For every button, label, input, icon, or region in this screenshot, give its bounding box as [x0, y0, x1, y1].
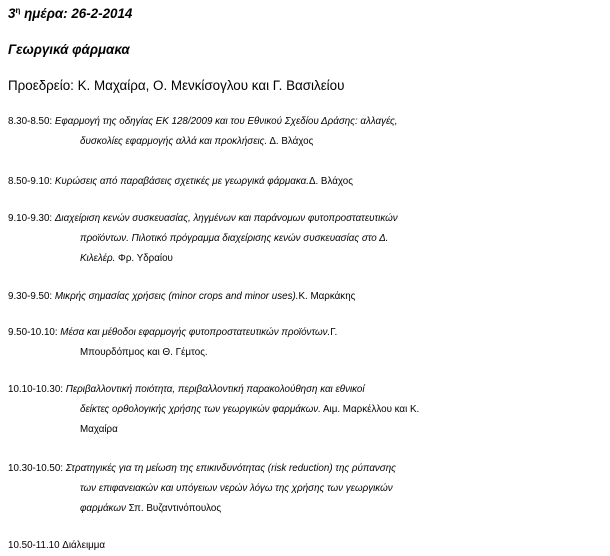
- program-entry: [8, 172, 596, 192]
- entry-speaker: Δ. Βλάχος: [267, 136, 314, 147]
- section-title: Γεωργικά φάρμακα: [8, 42, 130, 57]
- entry-title: Εφαρμογή της οδηγίας ΕΚ 128/2009 και του Εθνικού Σχεδίου Δράσης: αλλαγές,: [54, 116, 398, 127]
- entry-speaker: Φρ. Υδραίου: [115, 253, 173, 264]
- entry-title: Στρατηγικές για τη μείωση της επικινδυνότητας (risk reduction) της ρύπανσης: [65, 463, 396, 474]
- entry-speaker: Κ. Μαρκάκης: [298, 291, 356, 302]
- entry-time: 9.30-9.50:: [8, 291, 55, 302]
- entry-speaker: Μαχαίρα: [80, 424, 118, 435]
- entry-time: 10.30-10.50:: [8, 463, 66, 474]
- entry-speaker: Δ. Βλάχος: [308, 176, 353, 187]
- break-label: Διάλειμμα: [62, 540, 106, 551]
- program-entry: [8, 112, 596, 152]
- entry-title: φαρμάκων: [80, 503, 126, 514]
- entry-title: Διαχείριση κενών συσκευασίας, ληγμένων και παράνομων φυτοπροστατευτικών: [54, 213, 398, 224]
- entry-title: των επιφανειακών και υπόγειων νερών λόγω της χρήσης των γεωργικών: [80, 483, 393, 494]
- entry-time: 9.50-10.10:: [8, 327, 61, 338]
- entry-title: Κυρώσεις από παραβάσεις σχετικές με γεωργικά φάρμακα.: [54, 176, 309, 187]
- entry-title: Περιβαλλοντική ποιότητα, περιβαλλοντική παρακολούθηση και εθνικοί: [65, 384, 365, 395]
- entry-speaker: Γ.: [330, 327, 338, 338]
- entry-time: 8.50-9.10:: [8, 176, 55, 187]
- entry-time: 8.30-8.50:: [8, 116, 55, 127]
- entry-speaker: Σπ. Βυζαντινόπουλος: [125, 503, 222, 514]
- chairs-line: Προεδρείο: Κ. Μαχαίρα, Ο. Μενκίσογλου και Γ. Βασιλείου: [8, 78, 345, 93]
- break-entry: [8, 536, 596, 556]
- program-entry: [8, 287, 596, 307]
- entry-title: δυσκολίες εφαρμογής αλλά και προκλήσεις.: [80, 136, 268, 147]
- entry-title: Μέσα και μέθοδοι εφαρμογής φυτοπροστατευτικών προϊόντων.: [60, 327, 331, 338]
- entry-time: 9.10-9.30:: [8, 213, 55, 224]
- break-time: 10.50-11.10: [8, 540, 63, 551]
- day-heading: $3^\eta$ ημέρα: 26-2-2014: [8, 6, 133, 21]
- entry-title: Κιλελέρ.: [80, 253, 116, 264]
- program-entry: [8, 459, 596, 519]
- entry-speaker: Αιμ. Μαρκέλλου και Κ.: [320, 404, 420, 415]
- entry-title: Μικρής σημασίας χρήσεις (minor crops and minor uses).: [54, 291, 299, 302]
- entry-title: δείκτες ορθολογικής χρήσης των γεωργικών φαρμάκων.: [80, 404, 321, 415]
- program-entry: [8, 323, 596, 363]
- entry-speaker: Μπουρδόπμος και Θ. Γέμτος.: [80, 347, 208, 358]
- entry-time: 10.10-10.30:: [8, 384, 66, 395]
- program-entry: [8, 209, 596, 269]
- program-entry: [8, 380, 596, 440]
- entry-title: προϊόντων. Πιλοτικό πρόγραμμα διαχείρισης κενών συσκευασίας στο Δ.: [80, 233, 389, 244]
